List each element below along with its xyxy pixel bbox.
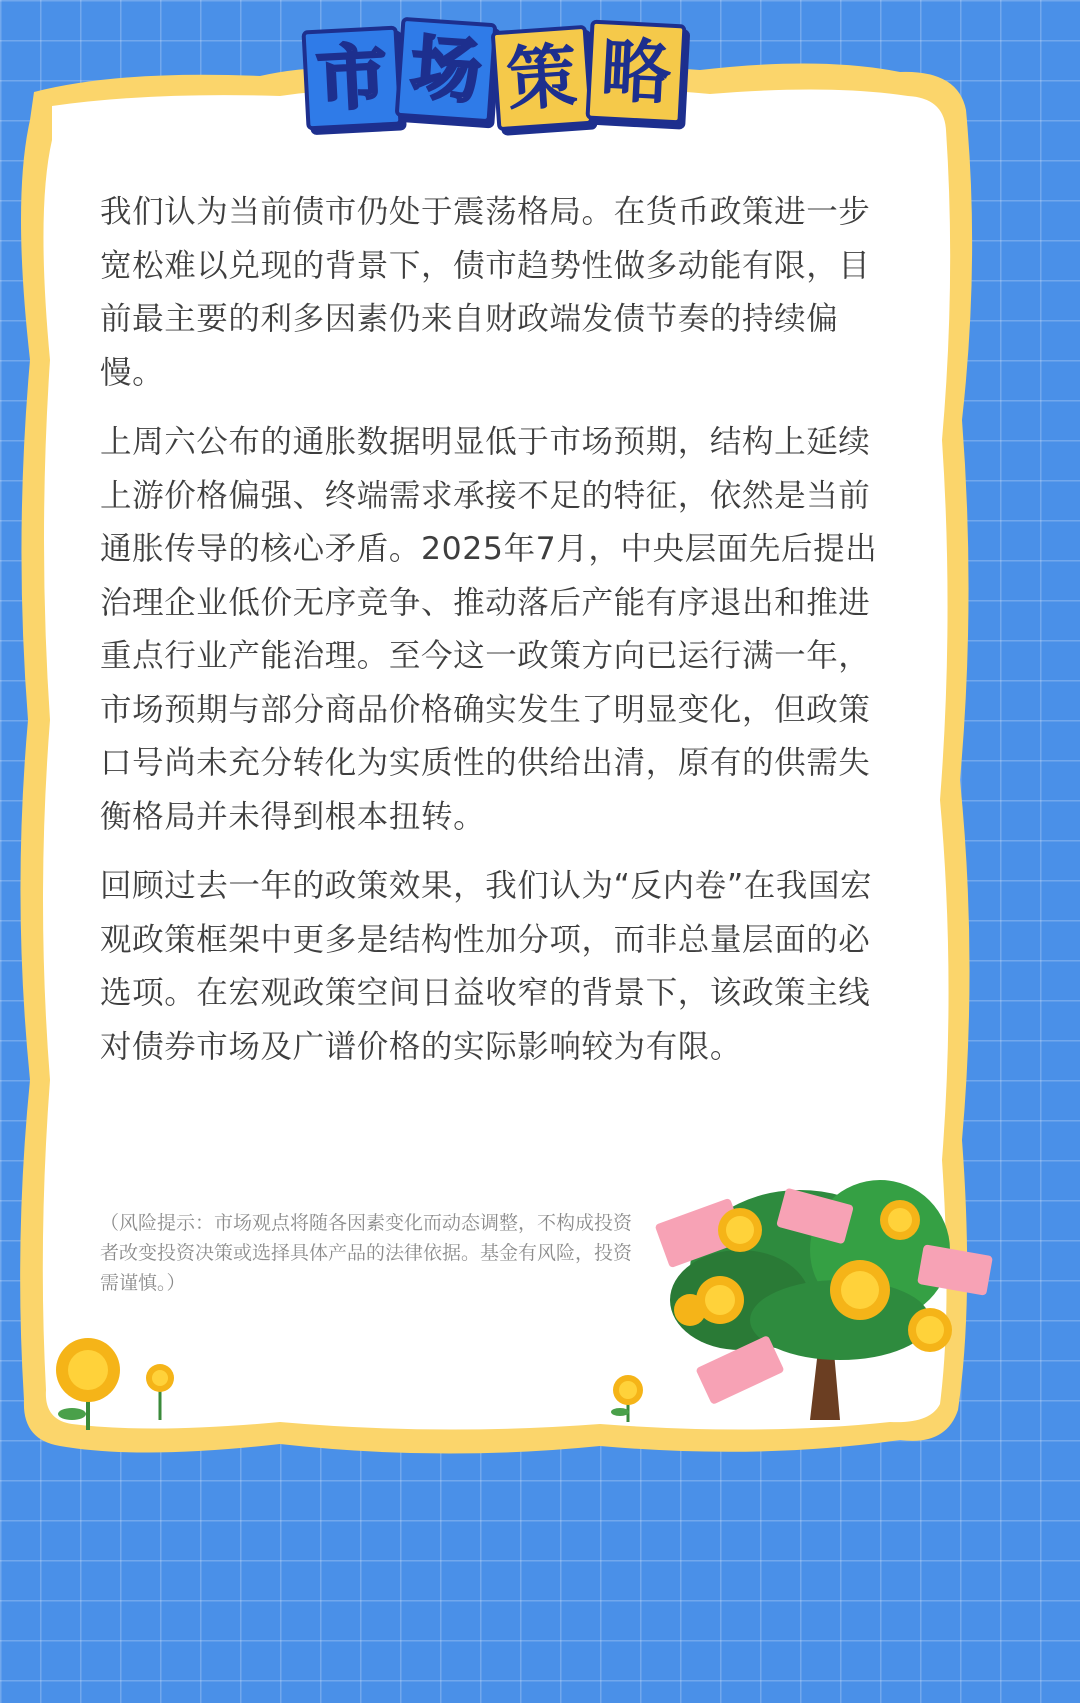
title-char-4: 略 [585,20,686,125]
risk-notice: （风险提示：市场观点将随各因素变化而动态调整，不构成投资者改变投资决策或选择具体产品的法律依据。基金有风险，投资需谨慎。） [100,1212,633,1294]
article-body [100,186,900,1090]
page-title [298,14,698,136]
paragraph-2: 上周六公布的通胀数据明显低于市场预期，结构上延续上游价格偏强、终端需求承接不足的特征，依然是当前通胀传导的核心矛盾。2025年7月，中央层面先后提出治理企业低价无序竞争、推动落后产能有序退出和推进重点行业产能治理。至今这一政策方向已运行满一年，市场预期与部分商品价格确实发生了明显变化，但政策口号尚未充分转化为实质性的供给出清，原有的供需失衡格局并未得到根本扭转。 [100,424,878,835]
paragraph-1: 我们认为当前债市仍处于震荡格局。在货币政策进一步宽松难以兑现的背景下，债市趋势性做多动能有限，目前最主要的利多因素仍来自财政端发债节奏的持续偏慢。 [100,194,871,391]
title-char-3: 策 [491,25,594,131]
title-char-1: 市 [301,26,402,131]
paragraph-3: 回顾过去一年的政策效果，我们认为“反内卷”在我国宏观政策框架中更多是结构性加分项，而非总量层面的必选项。在宏观政策空间日益收窄的背景下，该政策主线对债券市场及广谱价格的实际影响较为有限。 [100,868,873,1065]
title-char-2: 场 [395,17,498,123]
